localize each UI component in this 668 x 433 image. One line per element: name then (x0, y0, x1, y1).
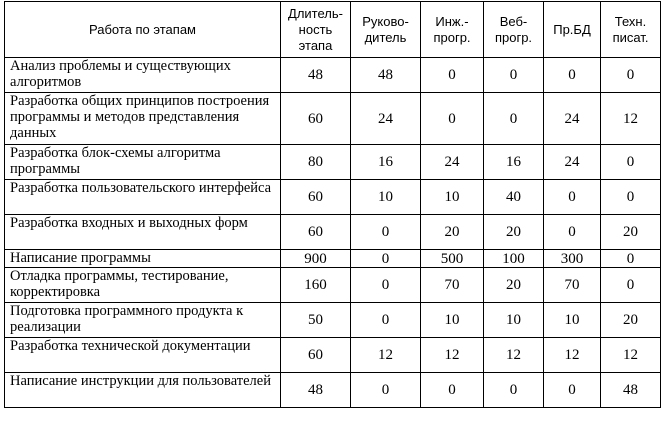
stage-name: Анализ проблемы и существующих алгоритмов (5, 58, 281, 93)
manager-cell: 0 (351, 268, 421, 303)
stage-name: Разработка пользовательского интерфейса (5, 180, 281, 215)
engineer-cell: 0 (421, 58, 484, 93)
table-row (5, 215, 661, 250)
writer-cell: 12 (601, 338, 661, 373)
stage-name: Разработка общих принципов построения программы и методов представления данных (5, 93, 281, 145)
header-engineer-programmer: Инж.-прогр. (421, 2, 484, 58)
engineer-cell: 20 (421, 215, 484, 250)
table-row (5, 338, 661, 373)
duration-cell: 60 (281, 180, 351, 215)
manager-cell: 24 (351, 93, 421, 145)
table-row (5, 93, 661, 145)
table-row (5, 58, 661, 93)
writer-cell: 48 (601, 373, 661, 408)
db-cell: 300 (544, 250, 601, 268)
duration-cell: 60 (281, 338, 351, 373)
stage-name: Написание программы (5, 250, 281, 268)
web-cell: 20 (484, 268, 544, 303)
header-web-programmer: Веб-прогр. (484, 2, 544, 58)
table-row (5, 145, 661, 180)
duration-cell: 48 (281, 373, 351, 408)
manager-cell: 10 (351, 180, 421, 215)
writer-cell: 0 (601, 268, 661, 303)
writer-cell: 0 (601, 145, 661, 180)
document-page (4, 1, 661, 408)
manager-cell: 16 (351, 145, 421, 180)
header-duration: Длитель-ность этапа (281, 2, 351, 58)
engineer-cell: 12 (421, 338, 484, 373)
db-cell: 12 (544, 338, 601, 373)
manager-cell: 12 (351, 338, 421, 373)
manager-cell: 0 (351, 250, 421, 268)
web-cell: 0 (484, 373, 544, 408)
stage-name: Подготовка программного продукта к реализации (5, 303, 281, 338)
table-row (5, 250, 661, 268)
engineer-cell: 70 (421, 268, 484, 303)
duration-cell: 60 (281, 215, 351, 250)
manager-cell: 48 (351, 58, 421, 93)
header-technical-writer: Техн. писат. (601, 2, 661, 58)
work-stages-table (4, 1, 661, 408)
stage-name: Написание инструкции для пользователей (5, 373, 281, 408)
db-cell: 0 (544, 373, 601, 408)
duration-cell: 60 (281, 93, 351, 145)
web-cell: 10 (484, 303, 544, 338)
web-cell: 16 (484, 145, 544, 180)
engineer-cell: 10 (421, 303, 484, 338)
web-cell: 12 (484, 338, 544, 373)
web-cell: 20 (484, 215, 544, 250)
table-row (5, 268, 661, 303)
table-row (5, 180, 661, 215)
writer-cell: 20 (601, 303, 661, 338)
duration-cell: 900 (281, 250, 351, 268)
engineer-cell: 0 (421, 373, 484, 408)
stage-name: Разработка технической документации (5, 338, 281, 373)
web-cell: 0 (484, 58, 544, 93)
duration-cell: 80 (281, 145, 351, 180)
writer-cell: 0 (601, 250, 661, 268)
web-cell: 0 (484, 93, 544, 145)
db-cell: 24 (544, 145, 601, 180)
db-cell: 10 (544, 303, 601, 338)
writer-cell: 20 (601, 215, 661, 250)
duration-cell: 50 (281, 303, 351, 338)
db-cell: 0 (544, 58, 601, 93)
engineer-cell: 500 (421, 250, 484, 268)
web-cell: 40 (484, 180, 544, 215)
stage-name: Разработка входных и выходных форм (5, 215, 281, 250)
web-cell: 100 (484, 250, 544, 268)
manager-cell: 0 (351, 303, 421, 338)
stage-name: Отладка программы, тестирование, корректировка (5, 268, 281, 303)
header-manager: Руково-дитель (351, 2, 421, 58)
writer-cell: 0 (601, 180, 661, 215)
duration-cell: 160 (281, 268, 351, 303)
manager-cell: 0 (351, 373, 421, 408)
stage-name: Разработка блок-схемы алгоритма программы (5, 145, 281, 180)
writer-cell: 0 (601, 58, 661, 93)
db-cell: 0 (544, 180, 601, 215)
table-row (5, 303, 661, 338)
header-db-programmer: Пр.БД (544, 2, 601, 58)
table-header-row (5, 2, 661, 58)
engineer-cell: 0 (421, 93, 484, 145)
engineer-cell: 24 (421, 145, 484, 180)
db-cell: 70 (544, 268, 601, 303)
header-stage: Работа по этапам (5, 2, 281, 58)
writer-cell: 12 (601, 93, 661, 145)
engineer-cell: 10 (421, 180, 484, 215)
table-row (5, 373, 661, 408)
db-cell: 24 (544, 93, 601, 145)
db-cell: 0 (544, 215, 601, 250)
duration-cell: 48 (281, 58, 351, 93)
manager-cell: 0 (351, 215, 421, 250)
